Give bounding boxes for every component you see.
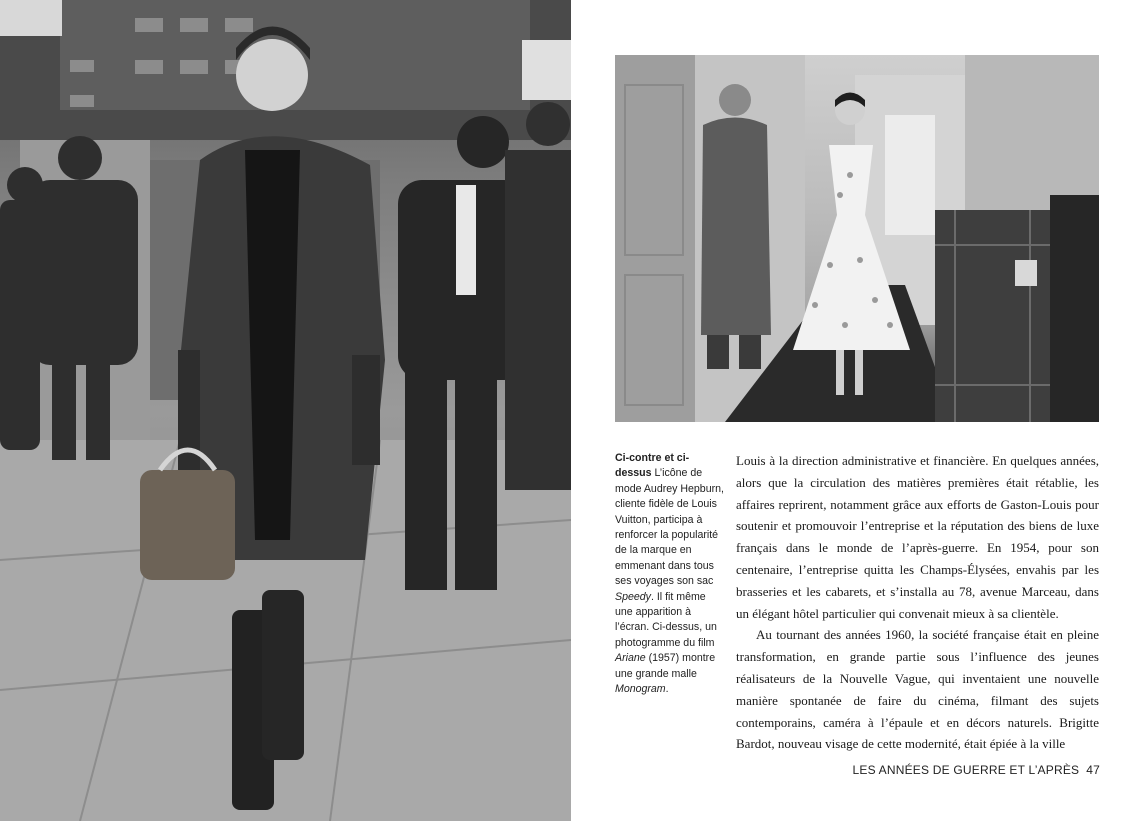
body-paragraph-2: Au tournant des années 1960, la société française était en pleine transformation, en grande partie sous l’influence des jeunes réalisateurs de la Nouvelle Vague, qui inventaient une nouvelle manière spontanée de faire du cinéma, filmant des sujets contemporains, caméra à l’épaule et en décors naturels. Brigitte Bardot, nouveau visage de cette modernité, était épiée à la ville — [736, 627, 1099, 752]
running-footer — [853, 763, 1100, 777]
body-text-column — [736, 450, 1099, 755]
caption-text: (1957) montre une grande malle — [615, 652, 716, 680]
caption-text: L’icône de mode Audrey Hepburn, cliente fidèle de Louis Vuitton, participa à renforcer la popularité de la marque en emmenant dans tous ses voyages son sac — [615, 467, 724, 588]
photo-ariane-film-still — [615, 55, 1099, 422]
caption-heading: Ci-contre et ci-dessus — [615, 452, 690, 480]
running-title: LES ANNÉES DE GUERRE ET L’APRÈS — [852, 763, 1080, 777]
caption-italic-ariane: Ariane — [615, 652, 646, 665]
caption-italic-speedy: Speedy — [615, 590, 651, 603]
page-number: 47 — [1086, 763, 1100, 777]
body-paragraph-1: Louis à la direction administrative et financière. En quelques années, alors que la circulation des matières premières était rétablie, les affaires reprirent, notamment grâce aux efforts de Gaston-Louis pour soutenir et promouvoir l’entreprise et la réputation des biens de luxe français dans le monde de l’après-guerre. En 1954, pour son centenaire, l’entreprise quitta les Champs-Élysées, envahis par les brasseries et les cabarets, et s’installa au 78, avenue Marceau, dans un élégant hôtel particulier qui convenait mieux à sa clientèle. — [736, 453, 1099, 621]
photo-caption — [615, 451, 725, 698]
caption-text: . Il fit même une apparition à l’écran. Ci-dessus, un photogramme du film — [615, 590, 717, 649]
caption-text: . — [665, 683, 669, 696]
photo-right-illustration — [615, 55, 1099, 422]
caption-italic-monogram: Monogram — [615, 683, 666, 696]
